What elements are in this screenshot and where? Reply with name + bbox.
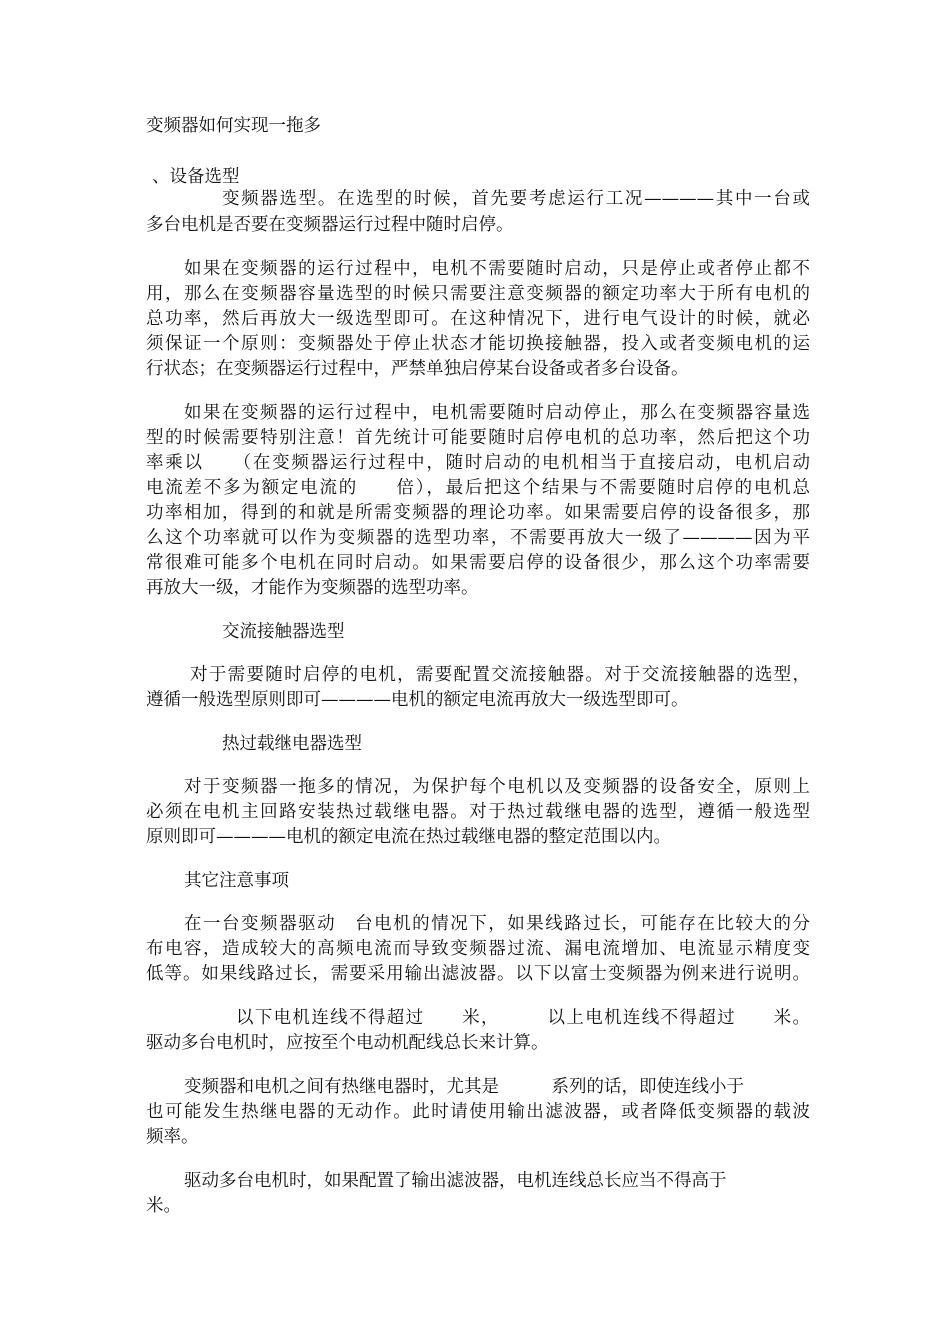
paragraph-line: 以下电机连线不得超过 米， 以上电机连线不得超过 米。 <box>236 1008 810 1028</box>
paragraph-line: 驱动多台电机时，应按至个电动机配线总长来计算。 <box>146 1033 549 1053</box>
paragraph-line: 驱动多台电机时，如果配置了输出滤波器，电机连线总长应当不得高于 <box>184 1171 727 1191</box>
paragraph-line: 么这个功率就可以作为变频器的选型功率，不需要再放大一级了————因为平 <box>146 528 810 548</box>
paragraph-line: 多台电机是否要在变频器运行过程中随时启停。 <box>146 215 514 235</box>
paragraph-line: 率乘以 （在变频器运行过程中，随时启动的电机相当于直接启动，电机启动 <box>146 453 810 473</box>
paragraph-line: 再放大一级，才能作为变频器的选型功率。 <box>146 578 479 598</box>
paragraph-line: 功率相加，得到的和就是所需变频器的理论功率。如果需要启停的设备很多，那 <box>146 503 810 523</box>
paragraph-line: 须保证一个原则：变频器处于停止状态才能切换接触器，投入或者变频电机的运 <box>146 334 810 354</box>
paragraph-line: 在一台变频器驱动 台电机的情况下，如果线路过长，可能存在比较大的分 <box>184 914 810 934</box>
paragraph-line: 遵循一般选型原则即可————电机的额定电流再放大一级选型即可。 <box>146 690 689 710</box>
paragraph-line: 布电容，造成较大的高频电流而导致变频器过流、漏电流增加、电流显示精度变 <box>146 939 810 959</box>
section-heading-contactor: 交流接触器选型 <box>222 622 345 642</box>
paragraph-line: 总功率，然后再放大一级选型即可。在这种情况下，进行电气设计的时候，就必 <box>146 309 810 329</box>
paragraph-line: 原则即可————电机的额定电流在热过载继电器的整定范围以内。 <box>146 827 671 847</box>
paragraph-line: 必须在电机主回路安装热过载继电器。对于热过载继电器的选型，遵循一般选型 <box>146 802 810 822</box>
paragraph-line: 频率。 <box>146 1127 199 1147</box>
paragraph-line: 变频器和电机之间有热继电器时，尤其是 系列的话，即使连线小于 <box>184 1077 744 1097</box>
paragraph-line: 米。 <box>146 1196 181 1216</box>
section-heading-equipment-selection: 、设备选型 <box>152 167 240 187</box>
paragraph-line: 电流差不多为额定电流的 倍），最后把这个结果与不需要随时启停的电机总 <box>146 478 810 498</box>
paragraph-line: 对于变频器一拖多的情况，为保护每个电机以及变频器的设备安全，原则上 <box>184 777 810 797</box>
paragraph-line: 也可能发生热继电器的无动作。此时请使用输出滤波器，或者降低变频器的载波 <box>146 1102 810 1122</box>
section-heading-thermal-relay: 热过载继电器选型 <box>222 734 362 754</box>
paragraph-line: 用，那么在变频器容量选型的时候只需要注意变频器的额定功率大于所有电机的 <box>146 284 810 304</box>
paragraph-line: 低等。如果线路过长，需要采用输出滤波器。以下以富士变频器为例来进行说明。 <box>146 964 810 984</box>
document-title: 变频器如何实现一拖多 <box>146 116 321 136</box>
paragraph-line: 行状态；在变频器运行过程中，严禁单独启停某台设备或者多台设备。 <box>146 359 689 379</box>
paragraph-line: 对于需要随时启停的电机，需要配置交流接触器。对于交流接触器的选型， <box>190 665 810 685</box>
paragraph-line: 如果在变频器的运行过程中，电机不需要随时启动，只是停止或者停止都不 <box>184 259 810 279</box>
paragraph-line: 型的时候需要特别注意！首先统计可能要随时启停电机的总功率，然后把这个功 <box>146 428 810 448</box>
section-heading-other-notes: 其它注意事项 <box>184 871 289 891</box>
paragraph-line: 常很难可能多个电机在同时启动。如果需要启停的设备很少，那么这个功率需要 <box>146 553 810 573</box>
paragraph-line: 变频器选型。在选型的时候，首先要考虑运行工况————其中一台或 <box>222 189 810 209</box>
paragraph-line: 如果在变频器的运行过程中，电机需要随时启动停止，那么在变频器容量选 <box>184 403 810 423</box>
